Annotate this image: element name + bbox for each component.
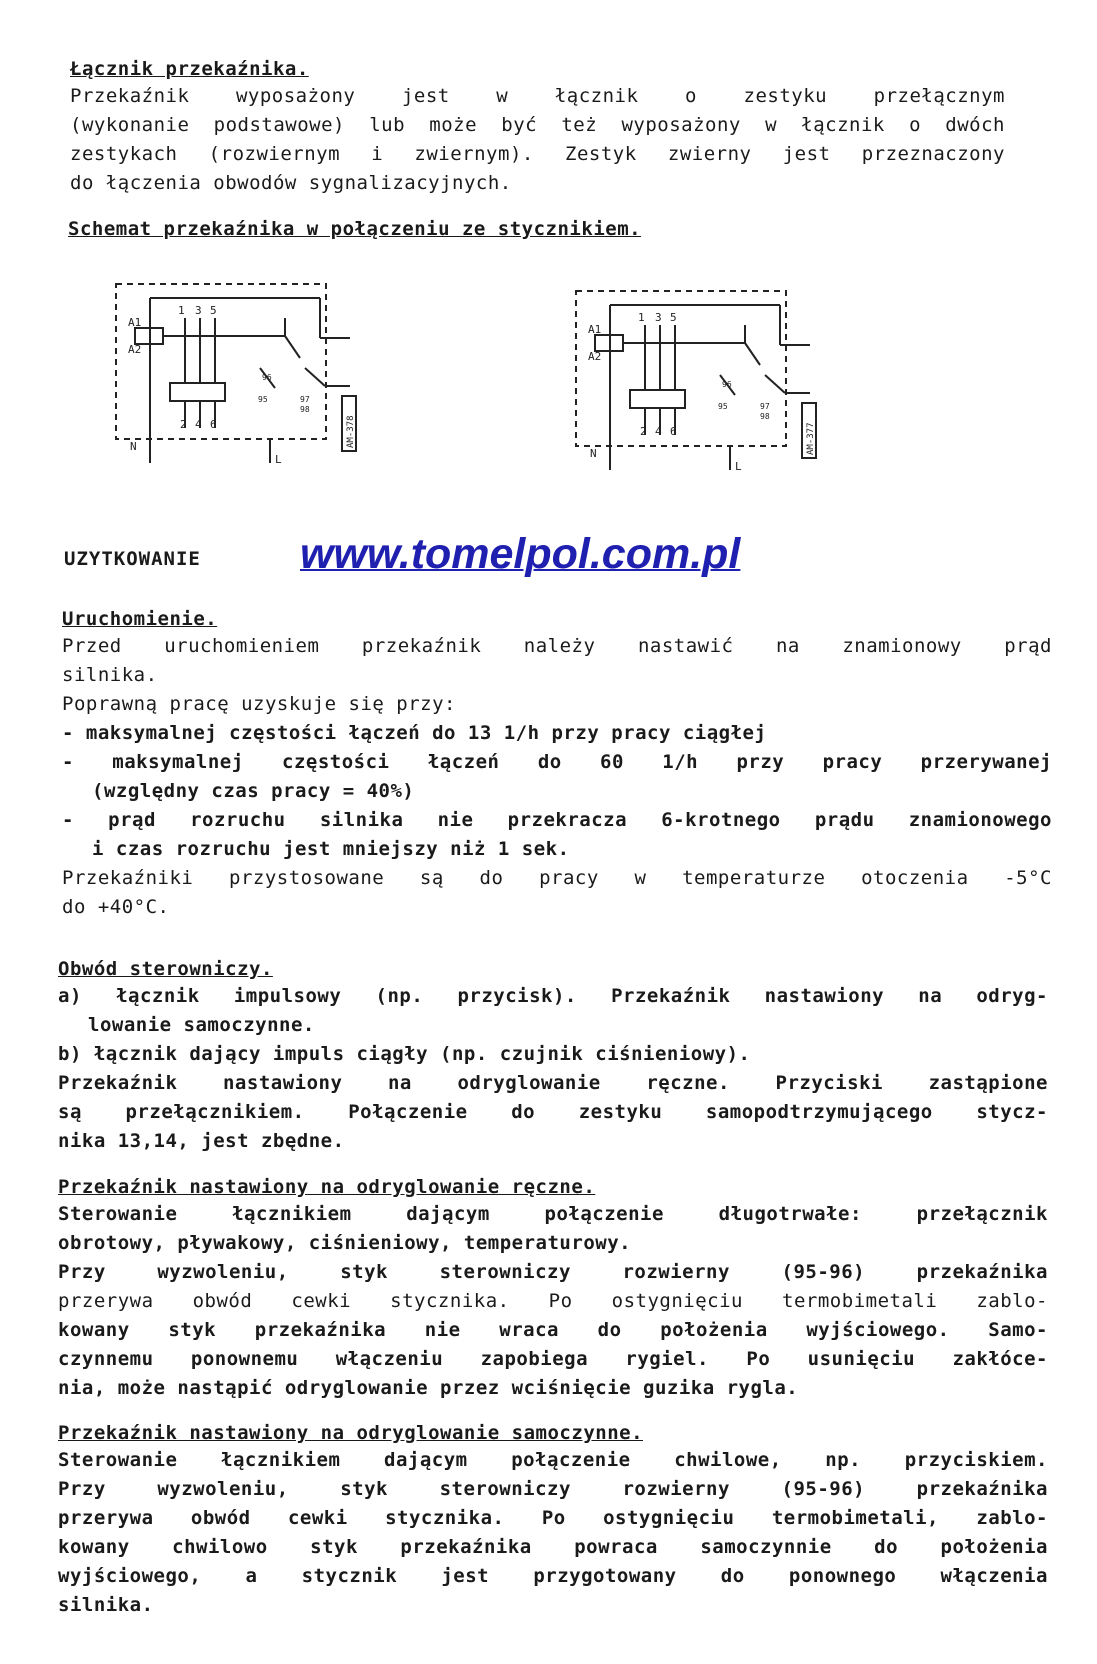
thermal-block: [630, 390, 685, 408]
text-line: Sterowanie łącznikiem dającym połączenie długotrwałe: przełącznik: [58, 1203, 1048, 1225]
terminal-label: 6: [670, 425, 677, 438]
contact-label: 95: [718, 402, 728, 411]
text-line: do +40°C.: [62, 896, 170, 918]
diagram-tag: AM-377: [806, 422, 816, 455]
line-label: L: [275, 453, 282, 466]
dashed-enclosure: [576, 291, 786, 446]
section-heading: Przekaźnik nastawiony na odryglowanie ręczne.: [58, 1176, 596, 1198]
contact-label: 96: [722, 380, 732, 389]
neutral-label: N: [590, 447, 597, 460]
text-line: nia, może nastąpić odryglowanie przez wciśnięcie guzika rygla.: [58, 1377, 799, 1399]
contact-97-98: [305, 368, 325, 386]
section-schemat: [68, 218, 768, 242]
terminal-label: 2: [640, 425, 647, 438]
terminal-label: 6: [210, 418, 217, 431]
text-line: przerywa obwód cewki stycznika. Po ostygnięciu termobimetali zablo-: [58, 1290, 1048, 1312]
text-line: a) łącznik impulsowy (np. przycisk). Przekaźnik nastawiony na odryg-: [58, 985, 1048, 1007]
coil-label: A1: [588, 323, 602, 336]
text-line: Sterowanie łącznikiem dającym połączenie chwilowe, np. przyciskiem.: [58, 1449, 1048, 1471]
text-line: Przy wyzwoleniu, styk sterowniczy rozwierny (95-96) przekaźnika: [58, 1261, 1048, 1283]
contact-label: 98: [760, 412, 770, 421]
contact-97-98: [765, 375, 785, 393]
terminal-label: 3: [195, 304, 202, 317]
text-line: Przekaźnik nastawiony na odryglowanie ręczne. Przyciski zastąpione: [58, 1072, 1048, 1094]
usage-title: UZYTKOWANIE: [64, 548, 201, 570]
text-line: silnika.: [58, 1594, 154, 1616]
text-line: Przekaźnik wyposażony jest w łącznik o zestyku przełącznym: [70, 85, 1005, 107]
switch: [745, 343, 760, 365]
terminal-label: 1: [638, 311, 645, 324]
text-line: (względny czas pracy = 40%): [92, 780, 415, 802]
text-line: są przełącznikiem. Połączenie do zestyku samopodtrzymującego stycz-: [58, 1101, 1048, 1123]
text-line: do łączenia obwodów sygnalizacyjnych.: [70, 172, 512, 194]
switch: [285, 336, 300, 358]
line-label: L: [735, 460, 742, 473]
text-line: kowany chwilowo styk przekaźnika powraca samoczynnie do położenia: [58, 1536, 1048, 1558]
text-line: wyjściowego, a stycznik jest przygotowany do ponownego włączenia: [58, 1565, 1048, 1587]
section-uruchomienie: [62, 608, 1052, 922]
text-line: nika 13,14, jest zbędne.: [58, 1130, 345, 1152]
section-heading: Uruchomienie.: [62, 608, 218, 630]
dashed-enclosure: [116, 284, 326, 439]
text-line: obrotowy, pływakowy, ciśnieniowy, temperaturowy.: [58, 1232, 632, 1254]
coil-label: A2: [128, 343, 142, 356]
text-line: - prąd rozruchu silnika nie przekracza 6-krotnego prądu znamionowego: [62, 809, 1052, 831]
coil-label: A1: [128, 316, 142, 329]
section-odryglowanie-samoczynne: [58, 1422, 1048, 1620]
diagram-tag: AM-378: [346, 415, 356, 448]
section-heading: Obwód sterowniczy.: [58, 958, 273, 980]
section-odryglowanie-reczne: [58, 1176, 1048, 1403]
text-line: zestykach (rozwiernym i zwiernym). Zestyk zwierny jest przeznaczony: [70, 143, 1005, 165]
text-line: silnika.: [62, 664, 158, 686]
terminal-label: 4: [195, 418, 202, 431]
relay-diagram-left: [110, 278, 380, 468]
text-line: Poprawną pracę uzyskuje się przy:: [62, 693, 456, 715]
text-line: (wykonanie podstawowe) lub może być też wyposażony w łącznik o dwóch: [70, 114, 1005, 136]
text-line: - maksymalnej częstości łączeń do 60 1/h przy pracy przerywanej: [62, 751, 1052, 773]
thermal-block: [170, 383, 225, 401]
terminal-label: 5: [670, 311, 677, 324]
contact-label: 98: [300, 405, 310, 414]
terminal-label: 3: [655, 311, 662, 324]
text-line: - maksymalnej częstości łączeń do 13 1/h przy pracy ciągłej: [62, 722, 767, 744]
text-line: Przy wyzwoleniu, styk sterowniczy rozwierny (95-96) przekaźnika: [58, 1478, 1048, 1500]
text-line: przerywa obwód cewki stycznika. Po ostygnięciu termobimetali, zablo-: [58, 1507, 1048, 1529]
section-heading: Przekaźnik nastawiony na odryglowanie samoczynne.: [58, 1422, 644, 1444]
section-lacznik: [70, 58, 1005, 198]
coil-label: A2: [588, 350, 602, 363]
text-line: Przed uruchomieniem przekaźnik należy nastawić na znamionowy prąd: [62, 635, 1052, 657]
text-line: Przekaźniki przystosowane są do pracy w temperaturze otoczenia -5°C: [62, 867, 1052, 889]
contact-label: 95: [258, 395, 268, 404]
neutral-label: N: [130, 440, 137, 453]
terminal-label: 4: [655, 425, 662, 438]
section-heading: Łącznik przekaźnika.: [70, 58, 309, 80]
section-heading: Schemat przekaźnika w połączeniu ze stycznikiem.: [68, 218, 642, 240]
terminal-label: 2: [180, 418, 187, 431]
text-line: i czas rozruchu jest mniejszy niż 1 sek.: [92, 838, 570, 860]
contact-label: 97: [760, 402, 770, 411]
text-line: czynnemu ponownemu włączeniu zapobiega rygiel. Po usunięciu zakłóce-: [58, 1348, 1048, 1370]
terminal-label: 1: [178, 304, 185, 317]
text-line: b) łącznik dający impuls ciągły (np. czujnik ciśnieniowy).: [58, 1043, 751, 1065]
relay-diagram-right: [570, 285, 840, 475]
section-obwod: [58, 958, 1048, 1156]
terminal-label: 5: [210, 304, 217, 317]
text-line: kowany styk przekaźnika nie wraca do położenia wyjściowego. Samo-: [58, 1319, 1048, 1341]
watermark-link[interactable]: www.tomelpol.com.pl: [300, 530, 741, 578]
text-line: lowanie samoczynne.: [88, 1014, 315, 1036]
contact-label: 96: [262, 373, 272, 382]
contact-label: 97: [300, 395, 310, 404]
